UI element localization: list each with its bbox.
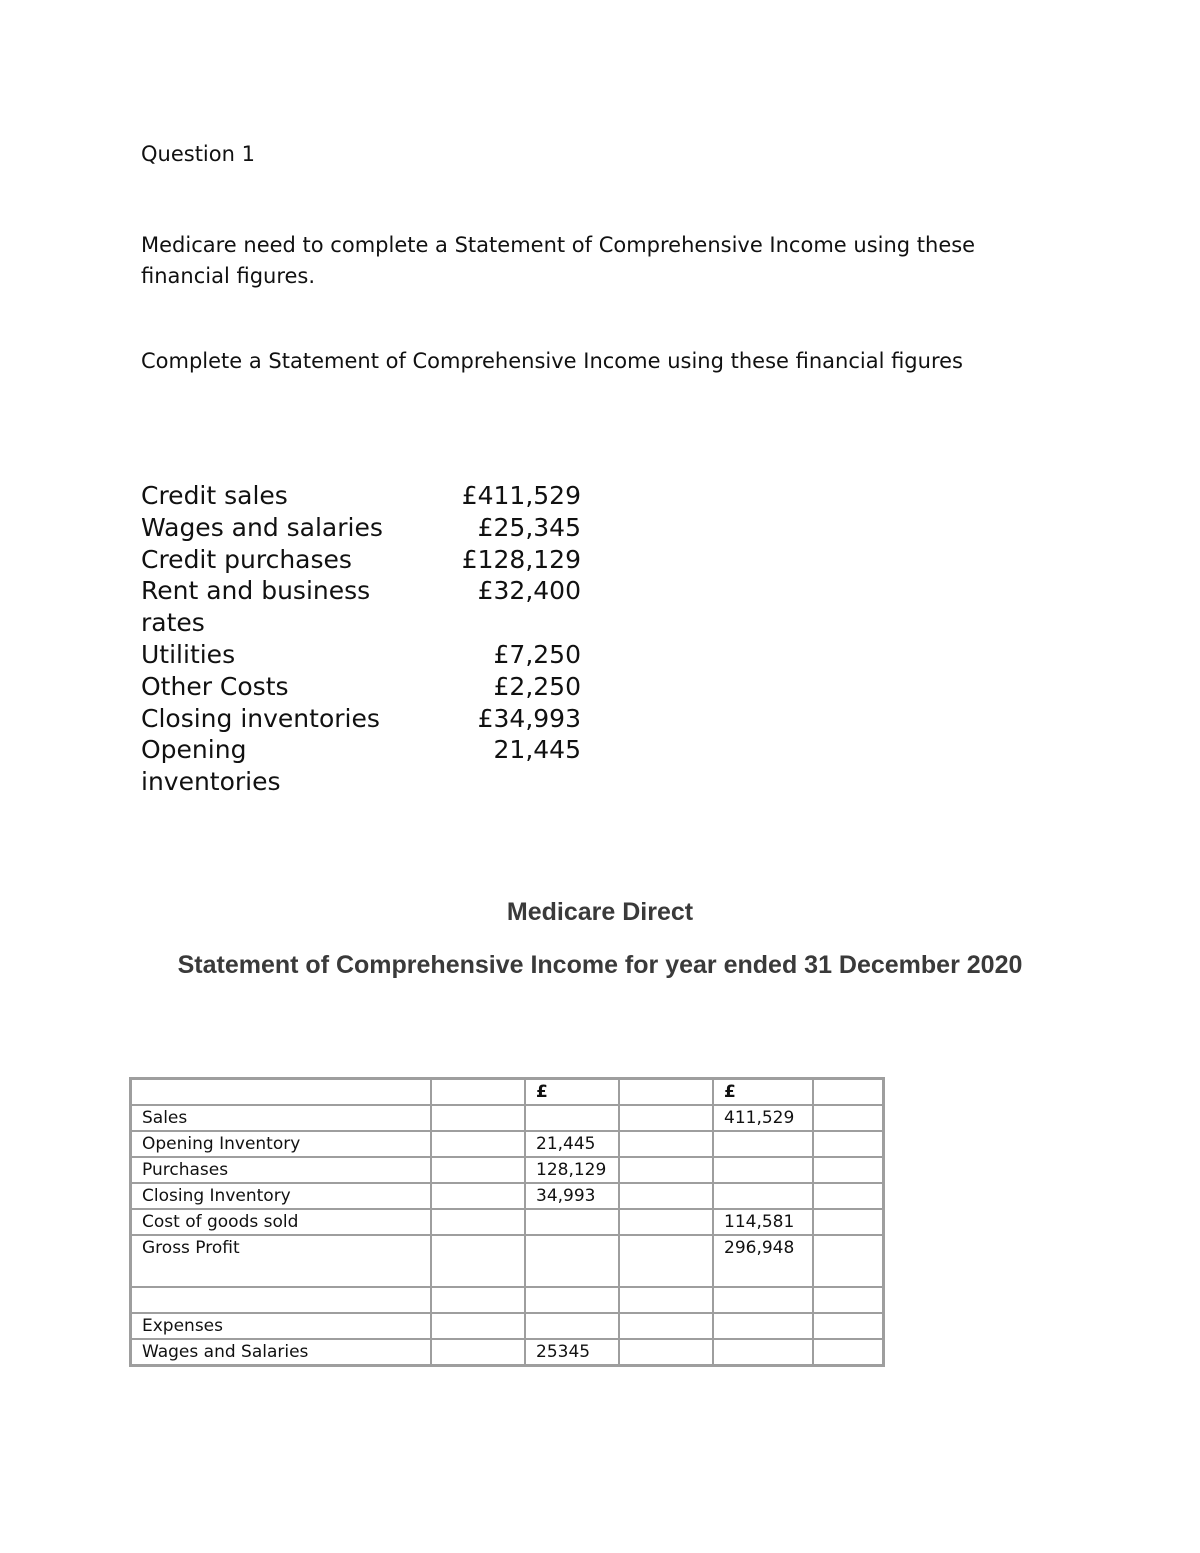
figure-label: Rent and business rates xyxy=(141,576,371,638)
table-cell xyxy=(525,1235,619,1287)
figure-value: £25,345 xyxy=(477,512,581,542)
table-cell xyxy=(713,1183,813,1209)
table-cell xyxy=(619,1105,713,1131)
table-cell: Cost of goods sold xyxy=(131,1209,432,1235)
figure-row xyxy=(141,480,581,512)
table-cell xyxy=(131,1287,432,1313)
table-row xyxy=(131,1235,884,1287)
table-row xyxy=(131,1209,884,1235)
table-cell: 128,129 xyxy=(525,1157,619,1183)
figure-row xyxy=(141,639,581,671)
table-cell xyxy=(813,1287,884,1313)
table-cell xyxy=(619,1131,713,1157)
table-cell: 411,529 xyxy=(713,1105,813,1131)
table-cell xyxy=(525,1313,619,1339)
table-cell: Wages and Salaries xyxy=(131,1339,432,1366)
table-cell xyxy=(813,1339,884,1366)
table-cell xyxy=(431,1235,525,1287)
figure-label: Other Costs xyxy=(141,671,289,701)
figure-row xyxy=(141,734,581,798)
table-cell xyxy=(431,1339,525,1366)
table-cell xyxy=(431,1105,525,1131)
table-cell xyxy=(431,1157,525,1183)
figure-row xyxy=(141,703,581,735)
table-cell xyxy=(619,1339,713,1366)
figure-label: Wages and salaries xyxy=(141,512,383,542)
question-title: Question 1 xyxy=(141,142,255,166)
table-cell xyxy=(713,1157,813,1183)
table-cell xyxy=(813,1157,884,1183)
table-row xyxy=(131,1131,884,1157)
question-instruction: Complete a Statement of Comprehensive Income using these financial figures xyxy=(141,349,963,373)
figure-value: £7,250 xyxy=(493,639,581,669)
financial-figures-list xyxy=(141,480,581,798)
table-cell xyxy=(525,1287,619,1313)
table-row xyxy=(131,1183,884,1209)
table-cell xyxy=(619,1235,713,1287)
table-cell: 34,993 xyxy=(525,1183,619,1209)
table-cell xyxy=(813,1131,884,1157)
figure-value: £128,129 xyxy=(461,544,581,574)
table-row xyxy=(131,1105,884,1131)
company-name: Medicare Direct xyxy=(506,898,694,926)
figure-label: Opening inventories xyxy=(141,735,281,797)
table-row xyxy=(131,1313,884,1339)
currency-header: £ xyxy=(525,1079,619,1106)
figure-value: £411,529 xyxy=(461,481,581,510)
table-cell xyxy=(713,1313,813,1339)
figure-label: Credit sales xyxy=(141,481,288,510)
table-cell xyxy=(619,1157,713,1183)
table-row xyxy=(131,1157,884,1183)
table-cell xyxy=(813,1183,884,1209)
figure-row xyxy=(141,512,581,544)
table-cell xyxy=(713,1339,813,1366)
question-intro: Medicare need to complete a Statement of Comprehensive Income using these financial figures. xyxy=(141,233,976,288)
table-cell xyxy=(431,1131,525,1157)
table-cell: 114,581 xyxy=(713,1209,813,1235)
table-cell xyxy=(813,1105,884,1131)
figure-value: £34,993 xyxy=(477,703,581,733)
table-cell xyxy=(813,1235,884,1287)
table-cell xyxy=(431,1313,525,1339)
figure-row xyxy=(141,544,581,576)
figure-row xyxy=(141,671,581,703)
table-cell xyxy=(431,1209,525,1235)
table-cell xyxy=(525,1209,619,1235)
table-cell xyxy=(713,1131,813,1157)
table-cell xyxy=(619,1209,713,1235)
table-cell: 296,948 xyxy=(713,1235,813,1287)
table-cell: Closing Inventory xyxy=(131,1183,432,1209)
table-cell xyxy=(431,1079,525,1106)
table-cell xyxy=(619,1183,713,1209)
table-cell xyxy=(813,1079,884,1106)
table-cell xyxy=(619,1079,713,1106)
table-cell xyxy=(431,1183,525,1209)
table-cell xyxy=(619,1287,713,1313)
income-statement-table xyxy=(129,1077,885,1367)
table-cell xyxy=(813,1313,884,1339)
table-cell: Opening Inventory xyxy=(131,1131,432,1157)
table-cell: Gross Profit xyxy=(131,1235,432,1287)
table-row xyxy=(131,1287,884,1313)
figure-value: £2,250 xyxy=(493,671,581,701)
figure-label: Utilities xyxy=(141,639,236,669)
currency-header: £ xyxy=(713,1079,813,1106)
table-cell xyxy=(525,1105,619,1131)
table-cell: Purchases xyxy=(131,1157,432,1183)
figure-row xyxy=(141,575,581,639)
statement-title: Statement of Comprehensive Income for year ended 31 December 2020 xyxy=(177,951,1023,979)
figure-value: £32,400 xyxy=(477,576,581,606)
table-cell: 21,445 xyxy=(525,1131,619,1157)
table-row xyxy=(131,1339,884,1366)
table-header-row xyxy=(131,1079,884,1106)
table-cell: Expenses xyxy=(131,1313,432,1339)
table-cell xyxy=(619,1313,713,1339)
figure-label: Closing inventories xyxy=(141,703,380,733)
table-cell xyxy=(131,1079,432,1106)
table-cell xyxy=(713,1287,813,1313)
figure-value: 21,445 xyxy=(493,735,581,765)
table-cell xyxy=(813,1209,884,1235)
table-cell xyxy=(431,1287,525,1313)
table-cell: 25345 xyxy=(525,1339,619,1366)
table-cell: Sales xyxy=(131,1105,432,1131)
figure-label: Credit purchases xyxy=(141,544,352,574)
